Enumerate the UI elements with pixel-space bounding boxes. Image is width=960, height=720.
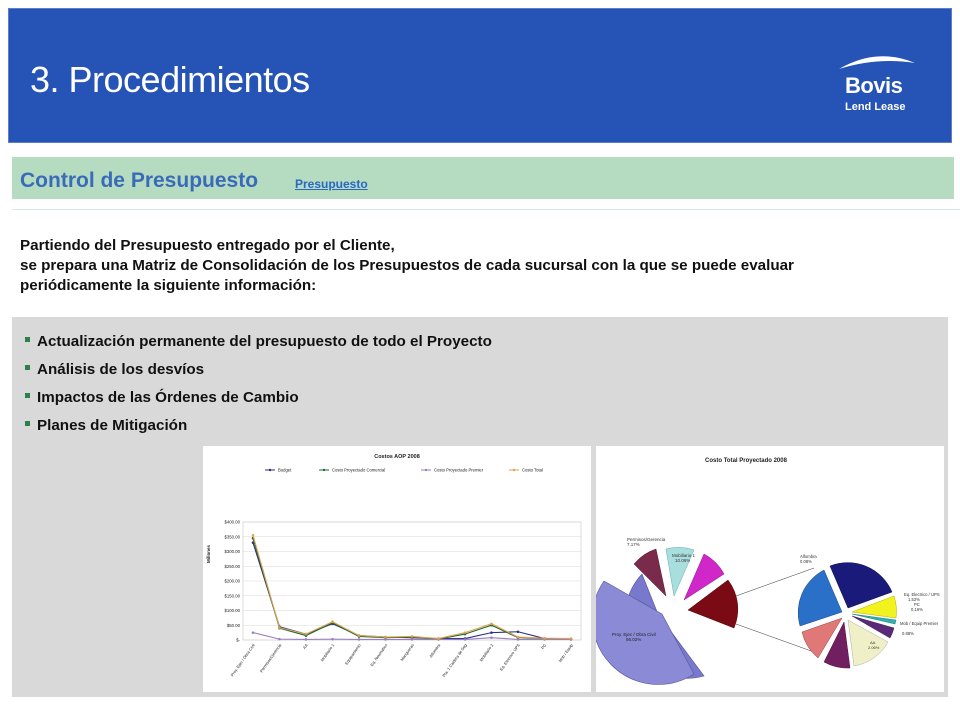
pie-label-obra-civil: Proy. Ejec / Obra Civil — [612, 632, 656, 637]
x-tick-label: Permisos/Gerencia — [258, 642, 283, 674]
x-tick-label: Mangueras — [399, 642, 415, 662]
main-pie — [596, 547, 738, 684]
x-tick-label: Mob / Equip — [557, 642, 574, 664]
pie-chart — [596, 446, 944, 692]
bullet-icon — [25, 421, 30, 426]
bullet-text: Impactos de las Órdenes de Cambio — [37, 389, 299, 406]
y-tick-label: $150.00 — [224, 593, 240, 599]
legend-marker — [513, 469, 515, 471]
sub-label-mob-premier: Mob / Equip Premier — [900, 621, 939, 626]
logo-name: Bovis — [845, 73, 903, 98]
data-point — [411, 638, 414, 641]
legend-marker — [425, 469, 427, 471]
logo-sub: Lend Lease — [845, 101, 906, 113]
data-point — [490, 622, 493, 625]
x-tick-label: Equipamiento — [343, 642, 362, 666]
bullet-icon — [25, 365, 30, 370]
intro-line-2: se prepara una Matriz de Consolidación de los Presupuestos de cada sucursal con la que se puede evaluar — [20, 257, 794, 274]
data-point — [411, 635, 414, 638]
x-tick-label: Eq. Neumatico — [369, 642, 389, 668]
x-tick-label: Mobiliario 2 — [478, 642, 495, 663]
intro-line-1: Partiendo del Presupuesto entregado por el Cliente, — [20, 237, 395, 254]
bullet-item — [25, 329, 492, 357]
y-tick-label: $250.00 — [224, 563, 240, 569]
header-banner — [8, 8, 952, 143]
pie-chart-title: Costo Total Proyectado 2008 — [705, 458, 787, 464]
y-tick-label: $350.00 — [224, 534, 240, 540]
section-bar — [12, 157, 954, 199]
legend-label: Costo Proyectado Comercial — [332, 467, 386, 473]
legend-label: Costo Total — [522, 467, 543, 473]
connector-bottom — [736, 624, 814, 652]
bullet-icon — [25, 337, 30, 342]
x-tick-label: Pta. 1 Caldera de Seg — [441, 642, 468, 678]
legend-label: Costo Proyectado Premier — [434, 467, 484, 473]
data-point — [358, 638, 361, 641]
line-chart-panel — [203, 446, 591, 692]
data-point — [278, 626, 281, 629]
secondary-pie — [798, 563, 896, 668]
data-point — [517, 638, 520, 641]
data-point — [252, 534, 255, 537]
bullet-list — [25, 329, 492, 441]
legend-label: Budget — [278, 467, 292, 473]
data-point — [464, 631, 467, 634]
series-line — [253, 535, 571, 638]
series-line — [253, 543, 571, 639]
sub-label-pc: PC — [914, 602, 920, 607]
data-point — [384, 636, 387, 639]
series-line — [253, 538, 571, 639]
line-chart-title: Costos AOP 2008 — [374, 454, 420, 460]
x-tick-label: Proy. Ejec / Obra Civil — [229, 642, 256, 678]
x-tick-label: PC — [540, 642, 548, 651]
pie-value-permisos: 7.17% — [627, 542, 640, 547]
data-point — [517, 630, 520, 633]
line-chart-series — [252, 534, 573, 641]
legend-marker — [323, 469, 325, 471]
data-point — [331, 638, 334, 641]
bullet-text: Planes de Mitigación — [37, 417, 188, 434]
bullet-item — [25, 413, 492, 441]
pie-label-permisos: Permisos/Gerencia — [627, 537, 666, 542]
line-chart-axes — [224, 520, 581, 678]
y-tick-label: $400.00 — [224, 519, 240, 525]
bullet-text: Análisis de los desvíos — [37, 361, 205, 378]
pie-value-mobiliario: 10.06% — [675, 558, 691, 563]
presupuesto-link[interactable]: Presupuesto — [295, 177, 368, 191]
pie-chart-panel — [596, 446, 944, 692]
x-tick-label: AA — [301, 642, 309, 650]
intro-line-3: periódicamente la siguiente información: — [20, 277, 317, 294]
data-point — [517, 636, 520, 639]
data-point — [490, 636, 493, 639]
legend-marker — [269, 469, 271, 471]
sub-value-electrico: 1.52% — [908, 597, 920, 602]
data-point — [331, 620, 334, 623]
data-point — [278, 638, 281, 641]
y-tick-label: $100.00 — [224, 608, 240, 613]
data-point — [384, 638, 387, 641]
x-tick-label: Alfombra — [428, 642, 442, 659]
pie-value-obra-civil: 56.02% — [626, 637, 642, 642]
bullet-icon — [25, 393, 30, 398]
sub-label-electrico: Eq. Electrico / UPS — [904, 592, 940, 597]
page-title: 3. Procedimientos — [30, 59, 310, 100]
data-point — [464, 638, 467, 641]
data-point — [490, 631, 493, 634]
sub-value-pc: 0.16% — [911, 607, 923, 612]
x-tick-label: Mobiliario 1 — [319, 642, 336, 663]
y-tick-label: $50.00 — [226, 622, 240, 628]
pie-label-mobiliario: Mobiliario 1 — [672, 553, 696, 558]
data-point — [305, 638, 308, 641]
divider — [12, 209, 960, 210]
data-point — [543, 637, 546, 640]
y-tick-label: $300.00 — [224, 549, 240, 554]
sub-value-mob-premier: 0.88% — [902, 631, 914, 636]
x-tick-label: Eq. Electrico UPS — [498, 642, 521, 672]
data-point — [252, 631, 255, 634]
y-tick-label: $- — [236, 637, 240, 643]
intro-text — [20, 236, 920, 296]
bullet-item — [25, 357, 492, 385]
sub-value-aa: 2.06% — [868, 645, 880, 650]
data-point — [437, 637, 440, 640]
logo-arc-icon — [837, 53, 917, 71]
y-tick-label: $200.00 — [224, 578, 240, 584]
bullet-item — [25, 385, 492, 413]
data-point — [570, 637, 573, 640]
line-chart-ylabel: Millones — [206, 544, 211, 564]
bullet-text: Actualización permanente del presupuesto de todo el Proyecto — [37, 333, 492, 350]
bovis-logo — [831, 51, 921, 121]
section-title: Control de Presupuesto — [20, 169, 259, 192]
data-point — [358, 634, 361, 637]
sub-label-aa: AA — [870, 640, 876, 645]
line-chart — [203, 446, 591, 692]
line-chart-legend — [265, 468, 543, 473]
data-point — [305, 633, 308, 636]
sub-value-alfombra: 0.08% — [800, 559, 812, 564]
sub-label-alfombra: Alfombra — [800, 554, 817, 559]
connector-top — [736, 568, 814, 596]
